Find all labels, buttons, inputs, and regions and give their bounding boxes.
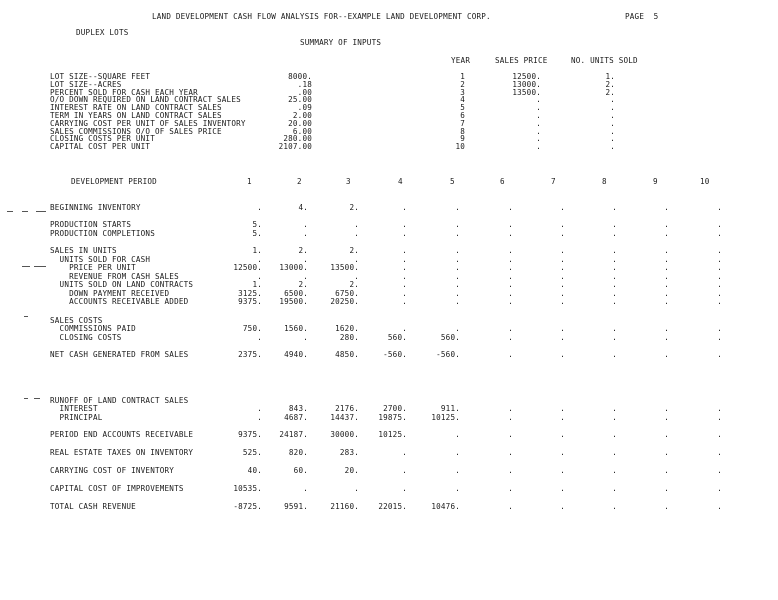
cell-value: .: [560, 484, 565, 493]
schedule-units: .: [610, 95, 615, 105]
cell-value: .: [560, 263, 565, 272]
cell-value: 13000.: [279, 263, 308, 272]
cell-value: .: [508, 297, 513, 306]
schedule-units: .: [610, 111, 615, 120]
input-label: INTEREST RATE ON LAND CONTRACT SALES: [50, 103, 222, 113]
cell-value: .: [717, 350, 722, 359]
cell-value: .: [402, 246, 407, 255]
cell-value: .: [717, 289, 722, 298]
cell-value: .: [612, 263, 617, 272]
input-value: 20.00: [288, 118, 312, 128]
cell-value: 40.: [247, 466, 262, 475]
cell-value: .: [612, 350, 617, 359]
margin-mark: [34, 398, 40, 399]
margin-mark: [36, 211, 46, 212]
cell-value: .: [560, 246, 565, 255]
cell-value: .: [508, 484, 513, 493]
cell-value: 6750.: [335, 289, 359, 298]
cell-value: .: [717, 484, 722, 493]
cell-value: 750.: [242, 324, 262, 333]
cell-value: 9591.: [284, 502, 308, 511]
cell-value: .: [560, 220, 565, 229]
cell-value: 6500.: [284, 289, 308, 298]
schedule-year: 10: [455, 142, 465, 152]
cell-value: .: [612, 404, 617, 413]
cell-value: .: [717, 272, 722, 281]
margin-mark: [24, 316, 28, 317]
margin-mark: [22, 211, 28, 212]
cell-value: .: [257, 272, 262, 281]
cell-value: .: [664, 246, 669, 255]
cell-value: .: [303, 229, 308, 238]
cell-value: 2.: [298, 280, 308, 289]
cell-value: .: [664, 484, 669, 493]
period-number: 6: [500, 177, 505, 186]
cell-value: 2700.: [383, 404, 407, 413]
cell-value: .: [455, 246, 460, 255]
schedule-year: 3: [460, 87, 465, 97]
input-label: O/O DOWN REQUIRED ON LAND CONTRACT SALES: [50, 95, 241, 105]
period-number: 5: [450, 177, 455, 186]
row-label: ACCOUNTS RECEIVABLE ADDED: [50, 297, 189, 306]
schedule-price: .: [536, 134, 541, 144]
row-label: PRODUCTION STARTS: [50, 220, 132, 229]
input-value: .00: [297, 87, 312, 97]
cell-value: .: [717, 430, 722, 439]
cell-value: .: [402, 448, 407, 457]
cell-value: 4850.: [335, 350, 359, 359]
cell-value: .: [402, 280, 407, 289]
cell-value: .: [612, 466, 617, 475]
cell-value: .: [508, 220, 513, 229]
cell-value: .: [455, 203, 460, 212]
cell-value: .: [560, 404, 565, 413]
input-label: PERCENT SOLD FOR CASH EACH YEAR: [50, 87, 198, 97]
cell-value: .: [560, 413, 565, 422]
cell-value: 2176.: [335, 404, 359, 413]
cell-value: .: [560, 280, 565, 289]
cell-value: .: [508, 280, 513, 289]
cell-value: .: [508, 203, 513, 212]
schedule-price: .: [536, 126, 541, 136]
cell-value: 9375.: [238, 297, 262, 306]
schedule-units: .: [610, 142, 615, 152]
schedule-price: 12500.: [512, 72, 541, 81]
cell-value: .: [508, 272, 513, 281]
cell-value: 560.: [387, 333, 407, 342]
margin-mark: [7, 211, 13, 212]
cell-value: .: [257, 404, 262, 413]
cell-value: .: [664, 297, 669, 306]
row-label: REVENUE FROM CASH SALES: [50, 272, 179, 281]
cell-value: 10125.: [378, 430, 407, 439]
cell-value: .: [664, 280, 669, 289]
row-label: CAPITAL COST OF IMPROVEMENTS: [50, 484, 184, 493]
row-label: PERIOD END ACCOUNTS RECEIVABLE: [50, 430, 194, 439]
input-value: .18: [297, 79, 312, 89]
cell-value: .: [257, 333, 262, 342]
period-number: 10: [700, 177, 710, 186]
cell-value: 10125.: [431, 413, 460, 422]
cell-value: 60.: [293, 466, 308, 475]
schedule-price: .: [536, 95, 541, 105]
cell-value: .: [455, 324, 460, 333]
cell-value: .: [717, 220, 722, 229]
cell-value: 22015.: [378, 502, 407, 511]
cell-value: .: [717, 255, 722, 264]
cell-value: .: [612, 229, 617, 238]
input-value: 25.00: [288, 95, 312, 105]
input-label: CARRYING COST PER UNIT OF SALES INVENTORY: [50, 118, 246, 128]
cell-value: .: [560, 297, 565, 306]
input-label: LOT SIZE--ACRES: [50, 79, 122, 89]
row-label: TOTAL CASH REVENUE: [50, 502, 136, 511]
cell-value: .: [402, 289, 407, 298]
cell-value: .: [508, 430, 513, 439]
cell-value: .: [508, 350, 513, 359]
cell-value: .: [508, 466, 513, 475]
period-number: 3: [346, 177, 351, 186]
cell-value: .: [455, 280, 460, 289]
cell-value: .: [402, 220, 407, 229]
cell-value: 20.: [344, 466, 359, 475]
cell-value: .: [717, 203, 722, 212]
schedule-price: .: [536, 111, 541, 120]
cell-value: .: [508, 333, 513, 342]
cell-value: .: [508, 502, 513, 511]
report-subject: DUPLEX LOTS: [76, 28, 129, 37]
cell-value: .: [455, 220, 460, 229]
cell-value: .: [717, 263, 722, 272]
schedule-units: .: [610, 118, 615, 128]
cell-value: .: [560, 272, 565, 281]
schedule-units: 1.: [605, 72, 615, 81]
cell-value: 19500.: [279, 297, 308, 306]
cell-value: .: [303, 272, 308, 281]
cell-value: 820.: [288, 448, 308, 457]
cell-value: .: [560, 502, 565, 511]
input-value: 2.00: [292, 111, 312, 120]
row-label: PRICE PER UNIT: [50, 263, 136, 272]
cell-value: .: [508, 413, 513, 422]
cell-value: .: [612, 289, 617, 298]
cell-value: .: [303, 484, 308, 493]
schedule-year: 8: [460, 126, 465, 136]
cell-value: 525.: [242, 448, 262, 457]
cell-value: 2.: [298, 246, 308, 255]
cell-value: .: [612, 220, 617, 229]
cell-value: 21160.: [330, 502, 359, 511]
schedule-units: .: [610, 126, 615, 136]
cell-value: 9375.: [238, 430, 262, 439]
cell-value: .: [303, 220, 308, 229]
cell-value: .: [560, 430, 565, 439]
cell-value: 560.: [440, 333, 460, 342]
cell-value: .: [354, 229, 359, 238]
cell-value: .: [560, 203, 565, 212]
row-label: NET CASH GENERATED FROM SALES: [50, 350, 189, 359]
cell-value: .: [402, 229, 407, 238]
cell-value: .: [508, 246, 513, 255]
schedule-year: 9: [460, 134, 465, 144]
cell-value: .: [508, 263, 513, 272]
schedule-year: 6: [460, 111, 465, 120]
cell-value: .: [402, 484, 407, 493]
cell-value: 1.: [252, 280, 262, 289]
cell-value: .: [664, 466, 669, 475]
cell-value: 1560.: [284, 324, 308, 333]
cell-value: .: [664, 324, 669, 333]
row-label: CARRYING COST OF INVENTORY: [50, 466, 175, 475]
cell-value: .: [612, 255, 617, 264]
cell-value: .: [717, 229, 722, 238]
input-value: 280.00: [283, 134, 312, 144]
input-label: SALES COMMISSIONS O/O OF SALES PRICE: [50, 126, 222, 136]
cell-value: .: [664, 220, 669, 229]
cell-value: .: [664, 502, 669, 511]
period-number: 8: [602, 177, 607, 186]
cell-value: 3125.: [238, 289, 262, 298]
period-number: 7: [551, 177, 556, 186]
cell-value: 283.: [339, 448, 359, 457]
cell-value: .: [717, 297, 722, 306]
cell-value: .: [560, 350, 565, 359]
row-label: DOWN PAYMENT RECEIVED: [50, 289, 170, 298]
row-label: CLOSING COSTS: [50, 333, 122, 342]
cell-value: 20250.: [330, 297, 359, 306]
cell-value: 12500.: [233, 263, 262, 272]
cell-value: .: [612, 413, 617, 422]
cell-value: .: [664, 350, 669, 359]
cell-value: .: [717, 324, 722, 333]
cell-value: .: [664, 203, 669, 212]
cell-value: 911.: [440, 404, 460, 413]
schedule-year: 5: [460, 103, 465, 113]
schedule-year: 2: [460, 79, 465, 89]
row-label: BEGINNING INVENTORY: [50, 203, 141, 212]
cell-value: 10476.: [431, 502, 460, 511]
cell-value: 4.: [298, 203, 308, 212]
cell-value: .: [455, 272, 460, 281]
cell-value: .: [664, 404, 669, 413]
cell-value: .: [664, 255, 669, 264]
row-label: RUNOFF OF LAND CONTRACT SALES: [50, 396, 189, 405]
cell-value: .: [664, 263, 669, 272]
cell-value: 10535.: [233, 484, 262, 493]
cell-value: .: [508, 229, 513, 238]
input-label: LOT SIZE--SQUARE FEET: [50, 72, 151, 81]
input-label: CAPITAL COST PER UNIT: [50, 142, 151, 152]
cell-value: .: [455, 229, 460, 238]
cell-value: .: [455, 255, 460, 264]
cell-value: .: [402, 203, 407, 212]
cell-value: .: [717, 280, 722, 289]
cell-value: .: [402, 263, 407, 272]
cell-value: 19875.: [378, 413, 407, 422]
cell-value: .: [560, 333, 565, 342]
cell-value: .: [402, 255, 407, 264]
row-label: PRINCIPAL: [50, 413, 103, 422]
input-value: 2107.00: [278, 142, 312, 152]
cell-value: .: [257, 413, 262, 422]
cell-value: .: [455, 289, 460, 298]
cell-value: .: [257, 255, 262, 264]
cell-value: .: [508, 448, 513, 457]
margin-mark: [34, 266, 46, 267]
cell-value: .: [560, 255, 565, 264]
units-sold-header: NO. UNITS SOLD: [571, 56, 638, 65]
cell-value: .: [455, 297, 460, 306]
margin-mark: [22, 266, 30, 267]
row-label: INTEREST: [50, 404, 98, 413]
page-number: PAGE 5: [625, 12, 659, 21]
cell-value: .: [717, 246, 722, 255]
cell-value: .: [354, 484, 359, 493]
cell-value: .: [612, 502, 617, 511]
cell-value: .: [560, 229, 565, 238]
row-label: SALES COSTS: [50, 316, 103, 325]
cell-value: .: [717, 448, 722, 457]
cell-value: .: [560, 324, 565, 333]
schedule-price: 13000.: [512, 79, 541, 89]
cell-value: .: [612, 430, 617, 439]
cell-value: .: [560, 448, 565, 457]
schedule-price: .: [536, 118, 541, 128]
row-label: REAL ESTATE TAXES ON INVENTORY: [50, 448, 194, 457]
cell-value: 4940.: [284, 350, 308, 359]
cell-value: 1.: [252, 246, 262, 255]
period-number: 2: [297, 177, 302, 186]
schedule-units: .: [610, 134, 615, 144]
margin-mark: [24, 398, 28, 399]
cell-value: .: [455, 430, 460, 439]
input-label: CLOSING COSTS PER UNIT: [50, 134, 155, 144]
cell-value: .: [508, 404, 513, 413]
summary-heading: SUMMARY OF INPUTS: [300, 38, 382, 47]
cell-value: .: [612, 324, 617, 333]
cell-value: .: [664, 448, 669, 457]
cell-value: 4687.: [284, 413, 308, 422]
schedule-year: 7: [460, 118, 465, 128]
row-label: UNITS SOLD ON LAND CONTRACTS: [50, 280, 194, 289]
cell-value: -8725.: [233, 502, 262, 511]
period-number: 4: [398, 177, 403, 186]
cell-value: .: [303, 255, 308, 264]
cell-value: .: [455, 263, 460, 272]
cell-value: .: [612, 280, 617, 289]
period-number: 9: [653, 177, 658, 186]
cell-value: .: [717, 404, 722, 413]
cell-value: .: [508, 324, 513, 333]
cell-value: .: [455, 448, 460, 457]
schedule-price: 13500.: [512, 87, 541, 97]
cell-value: .: [664, 413, 669, 422]
cell-value: .: [508, 289, 513, 298]
cell-value: .: [612, 272, 617, 281]
schedule-year: 1: [460, 72, 465, 81]
cell-value: .: [354, 220, 359, 229]
cell-value: .: [612, 484, 617, 493]
cell-value: .: [664, 272, 669, 281]
schedule-price: .: [536, 142, 541, 152]
cell-value: 2.: [349, 280, 359, 289]
cell-value: 5.: [252, 229, 262, 238]
input-value: .09: [297, 103, 312, 113]
period-number: 1: [247, 177, 252, 186]
schedule-units: .: [610, 103, 615, 113]
cell-value: 13500.: [330, 263, 359, 272]
year-header: YEAR: [451, 56, 471, 65]
cell-value: .: [560, 466, 565, 475]
cell-value: .: [717, 413, 722, 422]
cell-value: -560.: [383, 350, 407, 359]
cell-value: .: [717, 333, 722, 342]
schedule-units: 2.: [605, 79, 615, 89]
cell-value: .: [402, 272, 407, 281]
cell-value: 14437.: [330, 413, 359, 422]
cell-value: .: [303, 333, 308, 342]
cell-value: .: [354, 255, 359, 264]
cell-value: .: [664, 333, 669, 342]
cell-value: .: [508, 255, 513, 264]
cell-value: .: [560, 289, 565, 298]
schedule-price: .: [536, 103, 541, 113]
cell-value: 2.: [349, 203, 359, 212]
input-label: TERM IN YEARS ON LAND CONTRACT SALES: [50, 111, 222, 120]
report-title: LAND DEVELOPMENT CASH FLOW ANALYSIS FOR--EXAMPLE LAND DEVELOPMENT CORP.: [152, 12, 491, 21]
schedule-year: 4: [460, 95, 465, 105]
cell-value: -560.: [436, 350, 460, 359]
cell-value: .: [612, 246, 617, 255]
row-label: PRODUCTION COMPLETIONS: [50, 229, 155, 238]
input-value: 8000.: [288, 72, 312, 81]
cell-value: .: [664, 289, 669, 298]
cell-value: 24187.: [279, 430, 308, 439]
cell-value: .: [354, 272, 359, 281]
cell-value: 2375.: [238, 350, 262, 359]
input-value: 6.00: [292, 126, 312, 136]
cell-value: .: [612, 333, 617, 342]
cell-value: .: [402, 324, 407, 333]
cell-value: .: [612, 297, 617, 306]
cell-value: .: [664, 430, 669, 439]
cell-value: .: [402, 466, 407, 475]
cell-value: .: [612, 448, 617, 457]
cell-value: .: [402, 297, 407, 306]
cell-value: 280.: [339, 333, 359, 342]
cell-value: .: [717, 466, 722, 475]
cell-value: .: [455, 484, 460, 493]
row-label: COMMISSIONS PAID: [50, 324, 136, 333]
schedule-units: 2.: [605, 87, 615, 97]
row-label: SALES IN UNITS: [50, 246, 117, 255]
cell-value: .: [257, 203, 262, 212]
period-label: DEVELOPMENT PERIOD: [71, 177, 157, 186]
cell-value: .: [612, 203, 617, 212]
cell-value: .: [455, 466, 460, 475]
cell-value: .: [717, 502, 722, 511]
cell-value: .: [664, 229, 669, 238]
cell-value: 843.: [288, 404, 308, 413]
cell-value: 5.: [252, 220, 262, 229]
cell-value: 30000.: [330, 430, 359, 439]
sales-price-header: SALES PRICE: [495, 56, 548, 65]
row-label: UNITS SOLD FOR CASH: [50, 255, 151, 264]
cell-value: 2.: [349, 246, 359, 255]
cell-value: 1620.: [335, 324, 359, 333]
